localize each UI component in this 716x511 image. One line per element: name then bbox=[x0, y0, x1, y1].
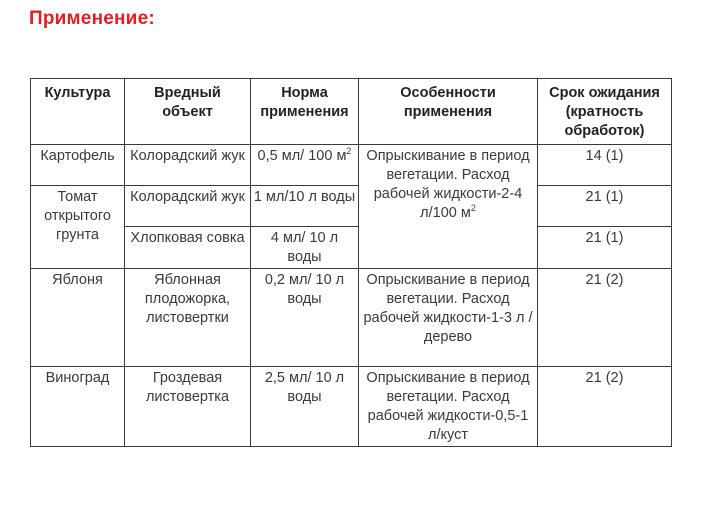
cell-culture: Томат открытого грунта bbox=[31, 186, 125, 269]
header-waiting: Срок ожидания (кратность обработок) bbox=[538, 79, 672, 145]
cell-features-merged bbox=[359, 145, 538, 269]
cell-rate bbox=[251, 145, 359, 186]
cell-pest: Гроздевая листовертка bbox=[125, 367, 251, 447]
table-row bbox=[31, 227, 672, 269]
cell-culture: Виноград bbox=[31, 367, 125, 447]
cell-waiting: 21 (2) bbox=[538, 367, 672, 447]
cell-rate: 2,5 мл/ 10 л воды bbox=[251, 367, 359, 447]
cell-waiting: 21 (1) bbox=[538, 227, 672, 269]
features-text: Опрыскивание в период вегетации. Расход рабочей жидкости-2-4 л/100 м bbox=[366, 148, 530, 221]
application-table bbox=[30, 78, 672, 447]
cell-pest: Яблонная плодожорка, листовертки bbox=[125, 269, 251, 367]
table-header-row bbox=[31, 79, 672, 145]
cell-culture: Яблоня bbox=[31, 269, 125, 367]
table-row bbox=[31, 269, 672, 367]
cell-waiting: 21 (1) bbox=[538, 186, 672, 227]
rate-superscript: 2 bbox=[346, 146, 352, 156]
header-culture: Культура bbox=[31, 79, 125, 145]
cell-features: Опрыскивание в период вегетации. Расход рабочей жидкости-1-3 л / дерево bbox=[359, 269, 538, 367]
cell-rate: 4 мл/ 10 л воды bbox=[251, 227, 359, 269]
table-row bbox=[31, 186, 672, 227]
header-features: Особенности применения bbox=[359, 79, 538, 145]
table-row bbox=[31, 145, 672, 186]
cell-waiting: 21 (2) bbox=[538, 269, 672, 367]
cell-pest: Колорадский жук bbox=[125, 145, 251, 186]
header-pest: Вредный объект bbox=[125, 79, 251, 145]
cell-rate: 1 мл/10 л воды bbox=[251, 186, 359, 227]
cell-pest: Хлопковая совка bbox=[125, 227, 251, 269]
cell-pest: Колорадский жук bbox=[125, 186, 251, 227]
features-superscript: 2 bbox=[470, 203, 476, 213]
cell-waiting: 14 (1) bbox=[538, 145, 672, 186]
cell-rate: 0,2 мл/ 10 л воды bbox=[251, 269, 359, 367]
cell-culture: Картофель bbox=[31, 145, 125, 186]
table-row bbox=[31, 367, 672, 447]
rate-text: 0,5 мл/ 100 м bbox=[257, 148, 347, 164]
header-rate: Норма применения bbox=[251, 79, 359, 145]
cell-features: Опрыскивание в период вегетации. Расход рабочей жидкости-0,5-1 л/куст bbox=[359, 367, 538, 447]
page-title: Применение: bbox=[29, 8, 155, 29]
